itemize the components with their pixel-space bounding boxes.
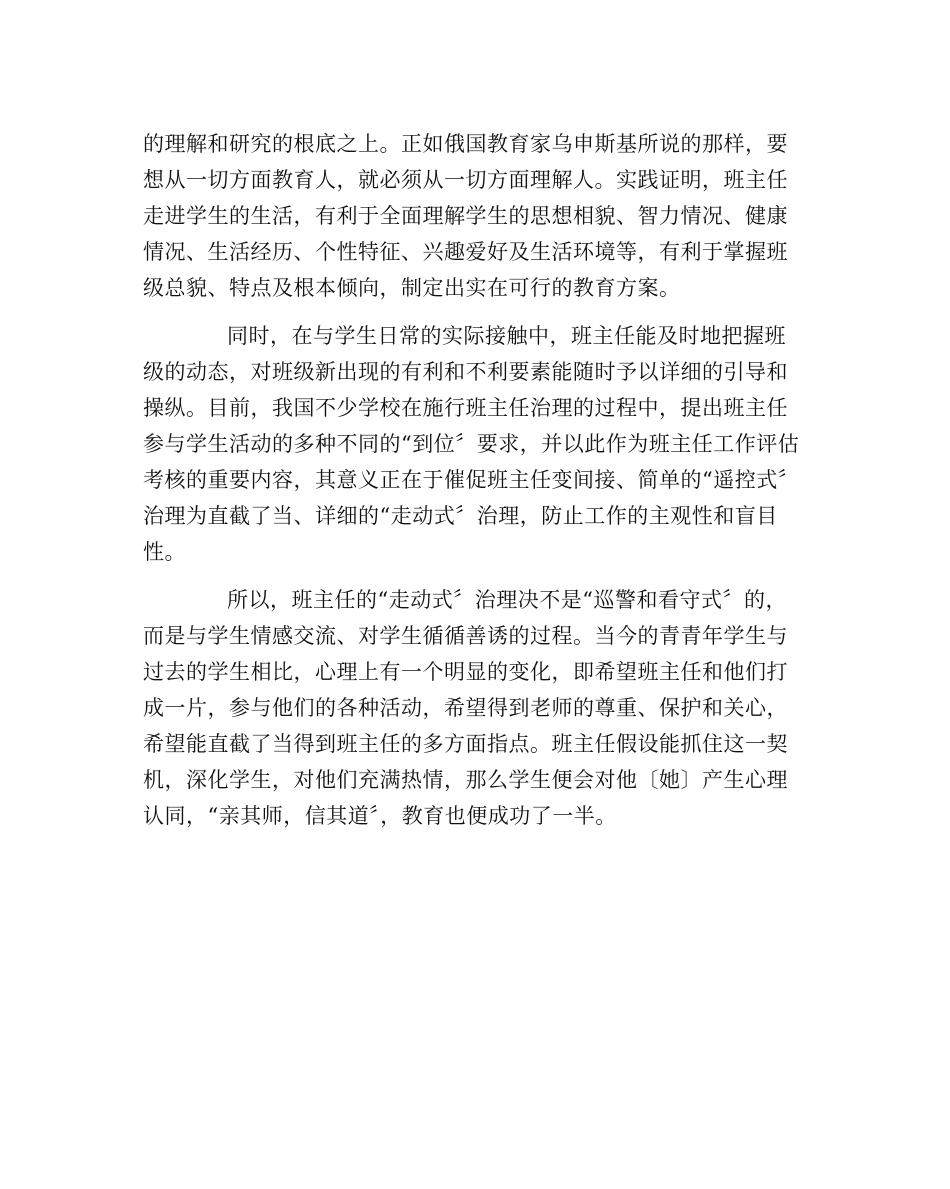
paragraph-2 (143, 318, 803, 570)
text-line: 同时，在与学生日常的实际接触中，班主任能及时地把握班 (227, 324, 786, 348)
body-text (143, 126, 803, 834)
text-line: 想从一切方面教育人，就必须从一切方面理解人。实践证明，班主任 (143, 168, 788, 192)
text-line: 成一片，参与他们的各种活动，希望得到老师的尊重、保护和关心， (143, 696, 788, 720)
text-line: 参与学生活动的多种不同的“到位〞要求，并以此作为班主任工作评估 (143, 432, 800, 456)
text-line: 情况、生活经历、个性特征、兴趣爱好及生活环境等，有利于掌握班 (143, 240, 788, 264)
text-line: 而是与学生情感交流、对学生循循善诱的过程。当今的青青年学生与 (143, 624, 788, 648)
text-line: 级总貌、特点及根本倾向，制定出实在可行的教育方案。 (143, 276, 681, 300)
text-line: 希望能直截了当得到班主任的多方面指点。班主任假设能抓住这一契 (143, 732, 788, 756)
text-line: 操纵。目前，我国不少学校在施行班主任治理的过程中，提出班主任 (143, 396, 788, 420)
text-line: 级的动态，对班级新出现的有利和不利要素能随时予以详细的引导和 (143, 360, 788, 384)
paragraph-1 (143, 126, 803, 306)
text-line: 考核的重要内容，其意义正在于催促班主任变间接、简单的“遥控式〞 (143, 468, 800, 492)
text-line: 所以，班主任的“走动式〞治理决不是“巡警和看守式〞的， (227, 588, 787, 612)
text-line: 认同，“亲其师，信其道〞，教育也便成功了一半。 (143, 804, 617, 828)
text-line: 治理为直截了当、详细的“走动式〞治理，防止工作的主观性和盲目 (143, 504, 778, 528)
text-line: 机，深化学生，对他们充满热情，那么学生便会对他〔她〕产生心理 (143, 768, 788, 792)
text-line: 性。 (143, 540, 186, 564)
text-line: 的理解和研究的根底之上。正如俄国教育家乌申斯基所说的那样，要 (143, 132, 788, 156)
text-line: 走进学生的生活，有利于全面理解学生的思想相貌、智力情况、健康 (143, 204, 788, 228)
text-line: 过去的学生相比，心理上有一个明显的变化，即希望班主任和他们打 (143, 660, 788, 684)
paragraph-3 (143, 582, 803, 834)
